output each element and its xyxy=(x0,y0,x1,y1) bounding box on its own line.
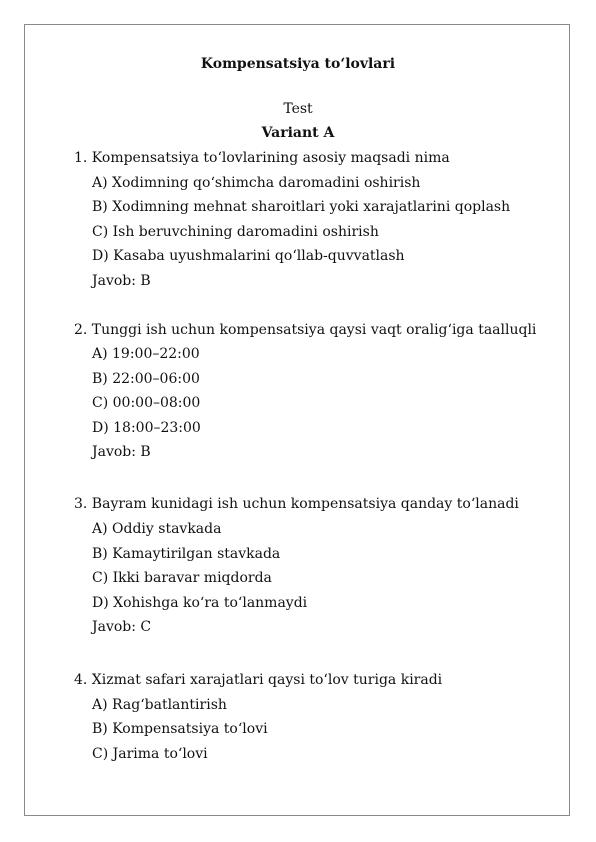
question-3: 3. Bayram kunidagi ish uchun kompensatsiya qanday to‘lanadi xyxy=(74,496,519,512)
q1-option-c: C) Ish beruvchining daromadini oshirish xyxy=(92,224,379,240)
q2-option-b: B) 22:00–06:00 xyxy=(92,371,200,387)
q2-option-c: C) 00:00–08:00 xyxy=(92,395,201,411)
document-subtitle: Test xyxy=(283,101,313,117)
question-2: 2. Tunggi ish uchun kompensatsiya qaysi vaqt oralig‘iga taalluqli xyxy=(74,322,537,338)
q3-answer: Javob: C xyxy=(92,619,152,635)
q2-option-a: A) 19:00–22:00 xyxy=(92,346,200,362)
q1-option-a: A) Xodimning qo‘shimcha daromadini oshirish xyxy=(92,175,421,191)
question-1: 1. Kompensatsiya to‘lovlarining asosiy maqsadi nima xyxy=(74,150,450,166)
q4-option-b: B) Kompensatsiya to‘lovi xyxy=(92,721,268,737)
q1-option-d: D) Kasaba uyushmalarini qo‘llab-quvvatlash xyxy=(92,248,405,264)
q4-option-c: C) Jarima to‘lovi xyxy=(92,746,208,762)
q1-option-b: B) Xodimning mehnat sharoitlari yoki xarajatlarini qoplash xyxy=(92,199,511,215)
q3-option-c: C) Ikki baravar miqdorda xyxy=(92,570,272,586)
q3-option-d: D) Xohishga ko‘ra to‘lanmaydi xyxy=(92,595,308,611)
q4-option-a: A) Rag‘batlantirish xyxy=(92,697,227,713)
q2-option-d: D) 18:00–23:00 xyxy=(92,420,201,436)
q3-option-b: B) Kamaytirilgan stavkada xyxy=(92,546,281,562)
q3-option-a: A) Oddiy stavkada xyxy=(92,521,222,537)
variant-heading: Variant A xyxy=(261,125,335,141)
document-title: Kompensatsiya to‘lovlari xyxy=(200,56,396,72)
q1-answer: Javob: B xyxy=(92,273,151,289)
q2-answer: Javob: B xyxy=(92,444,151,460)
question-4: 4. Xizmat safari xarajatlari qaysi to‘lov turiga kiradi xyxy=(74,672,443,688)
